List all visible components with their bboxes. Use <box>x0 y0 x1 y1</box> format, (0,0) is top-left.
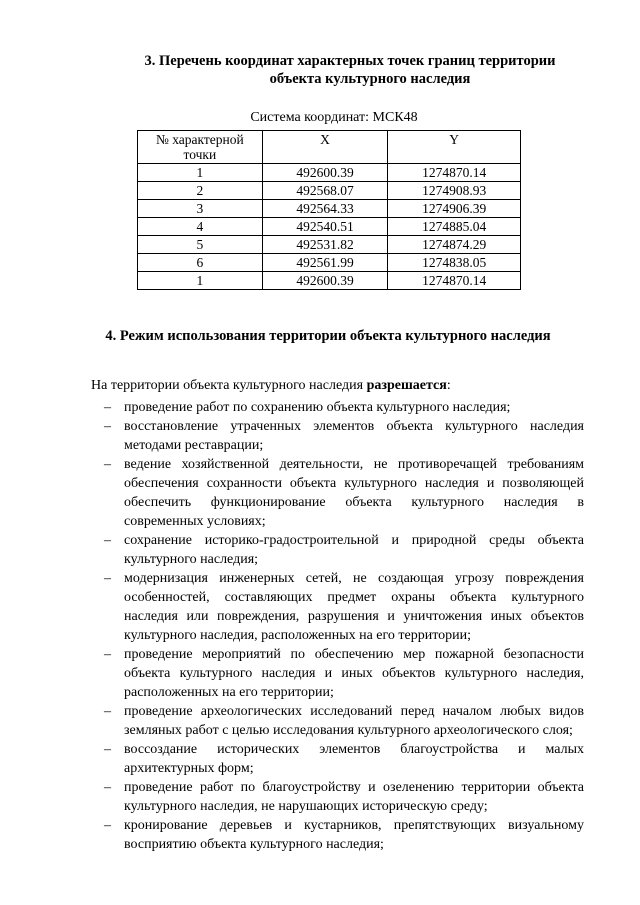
section-4-heading: 4. Режим использования территории объекта культурного наследия <box>105 328 551 344</box>
dash-bullet: – <box>104 400 111 415</box>
dash-bullet: – <box>104 571 111 586</box>
list-item-text: проведение археологических исследований перед началом любых видов земляных работ с целью исследования культурного археологического слоя; <box>124 704 584 738</box>
list-item <box>104 398 584 417</box>
cell-point: 3 <box>138 200 263 218</box>
dash-bullet: – <box>104 780 111 795</box>
intro-bold-word: разрешается <box>366 378 447 393</box>
cell-x: 492568.07 <box>262 182 388 200</box>
table-row <box>138 218 521 236</box>
list-item-text: проведение мероприятий по обеспечению мер пожарной безопасности объекта культурного наследия и иных объектов культурного наследия, расположенных на его территории; <box>124 647 584 700</box>
dash-bullet: – <box>104 704 111 719</box>
cell-y: 1274908.93 <box>388 182 521 200</box>
list-item-text: восстановление утраченных элементов объекта культурного наследия методами реставрации; <box>124 419 584 453</box>
coordinate-system-caption: Система координат: МСК48 <box>250 110 418 125</box>
list-item <box>104 778 584 816</box>
dash-bullet: – <box>104 818 111 833</box>
list-item <box>104 645 584 702</box>
table-row <box>138 182 521 200</box>
dash-bullet: – <box>104 742 111 757</box>
header-y: Y <box>388 131 521 164</box>
intro-colon: : <box>446 378 451 393</box>
dash-bullet: – <box>104 419 111 434</box>
dash-bullet: – <box>104 647 111 662</box>
list-item-text: воссоздание исторических элементов благоустройства и малых архитектурных форм; <box>124 742 584 776</box>
cell-point: 5 <box>138 236 263 254</box>
list-item <box>104 702 584 740</box>
cell-point: 6 <box>138 254 263 272</box>
section-3-heading-line-1: 3. Перечень координат характерных точек границ территории <box>144 53 556 69</box>
list-item-text: проведение работ по сохранению объекта культурного наследия; <box>124 400 511 415</box>
section-3-heading <box>0 52 640 88</box>
list-item <box>104 531 584 569</box>
cell-x: 492540.51 <box>262 218 388 236</box>
cell-y: 1274870.14 <box>388 272 521 290</box>
cell-y: 1274870.14 <box>388 164 521 182</box>
cell-x: 492600.39 <box>262 272 388 290</box>
cell-point: 1 <box>138 272 263 290</box>
list-item <box>104 740 584 778</box>
cell-x: 492564.33 <box>262 200 388 218</box>
list-item-text: сохранение историко-градостроительной и природной среды объекта культурного наследия; <box>124 533 584 567</box>
list-item <box>104 816 584 854</box>
list-item-text: ведение хозяйственной деятельности, не противоречащей требованиям обеспечения сохранности объекта культурного наследия и позволяющей обеспечить функционирование объекта культурного наследия в современных условиях; <box>124 457 584 529</box>
table-row <box>138 236 521 254</box>
table-row <box>138 254 521 272</box>
cell-point: 1 <box>138 164 263 182</box>
cell-y: 1274874.29 <box>388 236 521 254</box>
permitted-activities-list <box>104 398 584 854</box>
list-item-text: модернизация инженерных сетей, не создающая угрозу повреждения особенностей, составляющих предмет охраны объекта культурного наследия или повреждения, разрушения и уничтожения иных объектов культурного наследия, расположенных на его территории; <box>124 571 584 643</box>
coordinates-table <box>137 130 521 290</box>
section-3-heading-line-2: объекта культурного наследия <box>269 71 471 87</box>
dash-bullet: – <box>104 533 111 548</box>
cell-point: 4 <box>138 218 263 236</box>
cell-point: 2 <box>138 182 263 200</box>
intro-text: На территории объекта культурного наследия <box>91 378 367 393</box>
cell-x: 492600.39 <box>262 164 388 182</box>
cell-x: 492561.99 <box>262 254 388 272</box>
table-row <box>138 164 521 182</box>
list-item-text: кронирование деревьев и кустарников, препятствующих визуальному восприятию объекта культурного наследия; <box>124 818 584 852</box>
cell-y: 1274838.05 <box>388 254 521 272</box>
list-item-text: проведение работ по благоустройству и озеленению территории объекта культурного наследия, не нарушающих историческую среду; <box>124 780 584 814</box>
header-point-number: № характерной точки <box>138 131 263 164</box>
table-row <box>138 272 521 290</box>
table-header-row <box>138 131 521 164</box>
list-item <box>104 569 584 645</box>
cell-x: 492531.82 <box>262 236 388 254</box>
list-item <box>104 417 584 455</box>
cell-y: 1274906.39 <box>388 200 521 218</box>
list-item <box>104 455 584 531</box>
header-x: X <box>262 131 388 164</box>
table-row <box>138 200 521 218</box>
permitted-intro <box>91 378 451 394</box>
cell-y: 1274885.04 <box>388 218 521 236</box>
dash-bullet: – <box>104 457 111 472</box>
